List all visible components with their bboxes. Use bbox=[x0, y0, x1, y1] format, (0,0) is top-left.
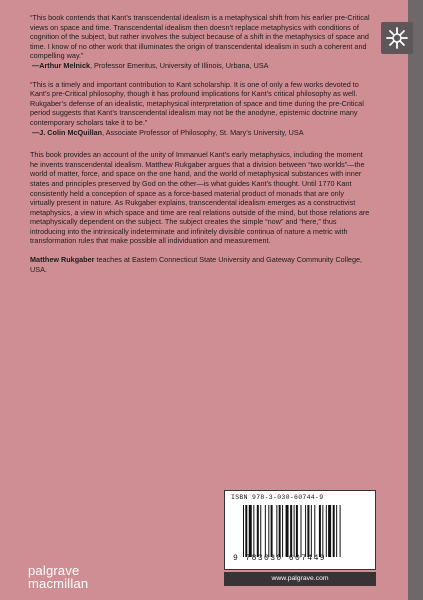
publisher-logo bbox=[28, 564, 88, 590]
back-cover-text bbox=[30, 13, 370, 283]
author-bio-text: teaches at Eastern Connecticut State University and Gateway Community College, USA. bbox=[30, 255, 363, 274]
isbn-barcode-box bbox=[224, 490, 376, 570]
quote-1-attribution bbox=[30, 61, 269, 70]
quote-2-affiliation: , Associate Professor of Philosophy, St. Mary’s University, USA bbox=[102, 127, 304, 137]
quote-1-text: “This book contends that Kant’s transcendental idealism is a metaphysical shift from his earlier pre-Critical views on space and time. Transcendental idealism then doesn’t replace metaphysics with conditions of cognition of the subject, but rather involves the subject because of a shift in the metaphysics of space and time. I know of no other work that illuminates the origin of transcendental idealism in such a coherent and compelling way.” bbox=[30, 13, 370, 61]
barcode-icon bbox=[243, 505, 371, 557]
publisher-logo-line2: macmillan bbox=[28, 576, 89, 591]
publisher-logo-line1: palgrave bbox=[28, 563, 80, 578]
quote-1-author: —Arthur Melnick bbox=[32, 60, 91, 70]
quote-2-attribution bbox=[30, 128, 304, 137]
isbn-digits: 9 783030 607449 bbox=[233, 554, 327, 563]
springer-logo-icon bbox=[381, 22, 413, 54]
quote-2-text: “This is a timely and important contribution to Kant scholarship. It is one of only a few works devoted to Kant’s pre-Critical philosophy, though it has profound implications for Kant’s critical philosophy as well. Rukgaber’s defense of an idealistic, metaphysical interpretation of space and time during the pre-Critical period suggests that Kant’s transcendental idealism may not be the anodyne, epistemic doctrine many contemporary scholars take it to be.” bbox=[30, 79, 364, 127]
quote-1-affiliation: , Professor Emeritus, University of Illinois, Urbana, USA bbox=[90, 60, 269, 70]
author-bio bbox=[30, 255, 370, 274]
publisher-url[interactable]: www.palgrave.com bbox=[224, 572, 376, 586]
book-description: This book provides an account of the unity of Immanuel Kant’s early metaphysics, including the moment he invents transcendental idealism. Matthew Rukgaber argues that a division between “two worlds”—the world of matter, force, and space on the one hand, and the world of metaphysical substances with inner states and principles preserved by God on the other—is what guides Kant’s thought. Until 1770 Kant consistently held a conception of space as a force-based material product of monads that are only virtually present in nature. As Rukgaber explains, transcendental idealism emerges as a constructivist metaphysics, a view in which space and time are real relations outside of the mind, but those relations are metaphysically dependent on the subject. The subject creates the simple “now” and “here,” thus introducing into the intrinsically indeterminate and infinitely divisible continua of nature a metric with transformation rules that make possible all individuation and measurement. bbox=[30, 150, 370, 246]
author-name: Matthew Rukgaber bbox=[30, 255, 95, 265]
quote-1 bbox=[30, 13, 370, 71]
isbn-label: ISBN 978-3-030-60744-9 bbox=[231, 494, 324, 501]
spine-strip bbox=[408, 0, 423, 600]
quote-2 bbox=[30, 80, 370, 138]
quote-2-author: —J. Colin McQuillan bbox=[32, 127, 103, 137]
